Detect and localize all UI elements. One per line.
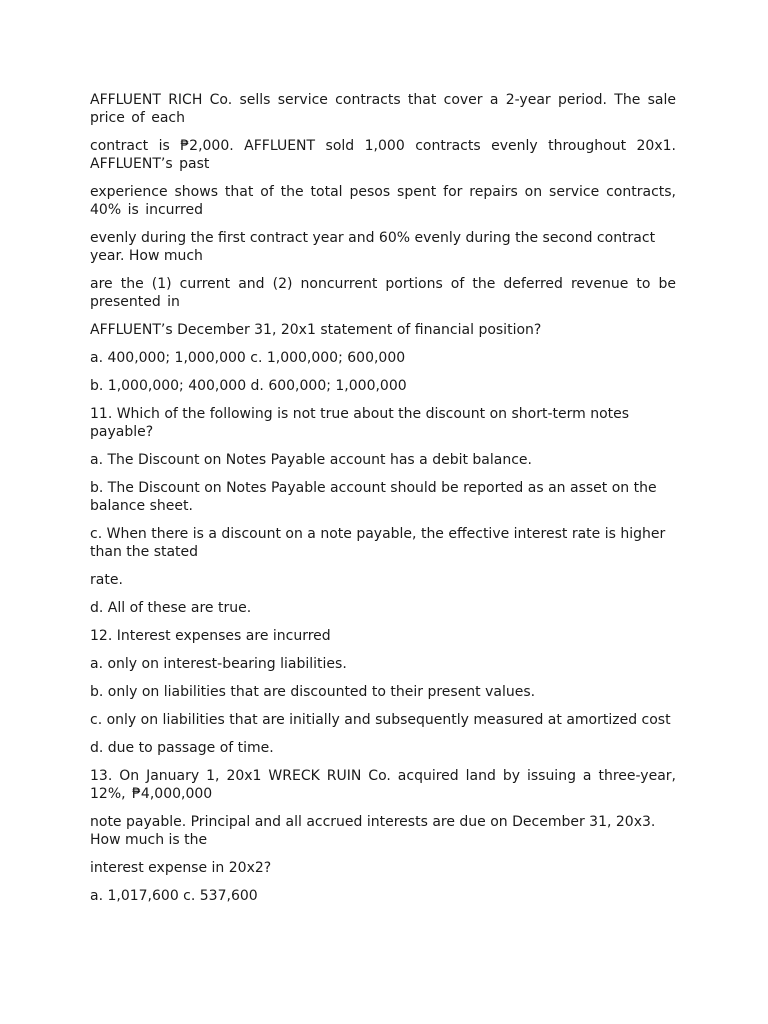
question-12-choice-b: b. only on liabilities that are discounted to their present values. [90,684,536,700]
question-10-line-5: are the (1) current and (2) noncurrent portions of the deferred revenue to be presented in [90,276,676,310]
question-12-choice-c: c. only on liabilities that are initially and subsequently measured at amortized cost [90,712,671,728]
question-13-line-2: note payable. Principal and all accrued interests are due on December 31, 20x3. How much is the [90,814,656,848]
question-13-line-3: interest expense in 20x2? [90,860,272,876]
question-11-choice-c: c. When there is a discount on a note payable, the effective interest rate is higher than the stated [90,526,666,560]
document-page [90,91,676,915]
question-11-choice-d: d. All of these are true. [90,600,252,616]
question-12-choice-d: d. due to passage of time. [90,740,274,756]
question-11-choice-b: b. The Discount on Notes Payable account should be reported as an asset on the balance sheet. [90,480,657,514]
question-13-line-1: 13. On January 1, 20x1 WRECK RUIN Co. acquired land by issuing a three-year, 12%, ₱4,000,000 [90,768,676,802]
question-10-choices-a-c: a. 400,000; 1,000,000 c. 1,000,000; 600,000 [90,350,406,366]
question-12-stem: 12. Interest expenses are incurred [90,628,331,644]
question-10-line-6: AFFLUENT’s December 31, 20x1 statement of financial position? [90,322,542,338]
question-10-line-4: evenly during the first contract year and 60% evenly during the second contract year. How much [90,230,656,264]
question-11-choice-a: a. The Discount on Notes Payable account has a debit balance. [90,452,532,468]
question-10-line-2: contract is ₱2,000. AFFLUENT sold 1,000 contracts evenly throughout 20x1. AFFLUENT’s past [90,138,676,172]
question-10-choices-b-d: b. 1,000,000; 400,000 d. 600,000; 1,000,000 [90,378,407,394]
question-13-choices-a-c: a. 1,017,600 c. 537,600 [90,888,258,904]
question-12-choice-a: a. only on interest-bearing liabilities. [90,656,347,672]
question-11-stem: 11. Which of the following is not true about the discount on short-term notes payable? [90,406,630,440]
question-11-choice-c-cont: rate. [90,572,123,588]
question-10-line-1: AFFLUENT RICH Co. sells service contracts that cover a 2-year period. The sale price of each [90,92,676,126]
question-10-line-3: experience shows that of the total pesos spent for repairs on service contracts, 40% is incurred [90,184,676,218]
